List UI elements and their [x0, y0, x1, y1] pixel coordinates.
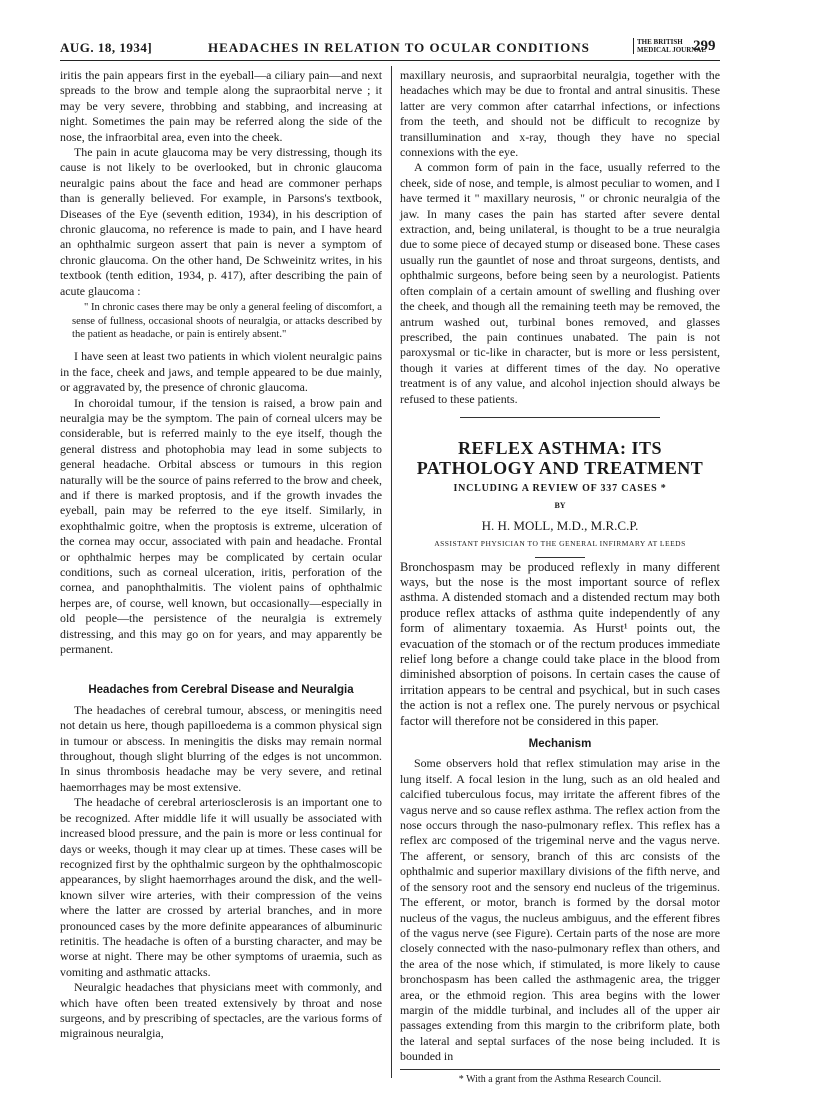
author-name: H. H. MOLL, M.D., M.R.C.P. — [481, 517, 639, 533]
section-rule — [460, 417, 660, 418]
paragraph: maxillary neurosis, and supraorbital neuralgia, together with the headaches which may be due to frontal and antral sinusitis. These latter are very common after catarrhal infections, or infections from the teeth, and should not be difficult to recognize by transillumination and x-ray, though they have no special connexions with the eye. — [400, 68, 720, 160]
section-heading: Headaches from Cerebral Disease and Neuralgia — [88, 684, 354, 697]
paragraph: The headache of cerebral arteriosclerosis is an important one to be recognized. After middle life it will usually be associated with increased blood pressure, and the pain is more or less continual for days or weeks, though it may clear up at times. These cases will be recognized first by the ophthalmic surgeon by the ophthalmoscopic appearances, by slight haemorrhages around the disk, and the well-known silver wire arteries, with their compression of the veins where the latter are crossed by arterial branches, and in more pronounced cases by the more definite appearances of albuminuric retinitis. The headache is often of a bursting character, and may be worse at night. There may be other symptoms of uraemia, such as vomiting and asthmatic attacks. — [60, 795, 382, 979]
paragraph: The pain in acute glaucoma may be very distressing, though its cause is not likely to be overlooked, but in chronic glaucoma neuralgic pains about the face and head are commoner perhaps than is generally believed. For example, in Parsons's textbook, Diseases of the Eye (seventh edition, 1934), in his description of chronic glaucoma, no reference is made to pain, and I have heard an ophthalmic surgeon assert that pain is never a symptom of chronic glaucoma. On the other hand, De Schweinitz writes, in his textbook (tenth edition, 1934, p. 417), after describing the pain of acute glaucoma : — [60, 145, 382, 298]
paragraph: iritis the pain appears first in the eyeball—a ciliary pain—and next spreads to the brow and temple along the supraorbital nerve ; it may be very severe, throbbing and stabbing, and increasing at night. Sometimes the pain may be referred along the side of the nose, the infraorbital area, even into the cheek. — [60, 68, 382, 144]
byline-rule — [535, 557, 585, 558]
running-title: HEADACHES IN RELATION TO OCULAR CONDITIONS — [208, 40, 590, 55]
block-quote: " In chronic cases there may be only a general feeling of discomfort, a sense of fullness, occasional shoots of neuralgia, or attacks described by the patient as headache, or pain is entirely absent." — [72, 302, 382, 340]
left-column — [60, 68, 382, 1042]
byline-by: BY — [554, 501, 566, 511]
paragraph: The headaches of cerebral tumour, abscess, or meningitis need not detain us here, though papilloedema is a common physical sign in tumour or abscess. In meningitis the disks may remain normal throughout, though slight blurring of the edges is not uncommon. In sinus thrombosis headache may be very severe, and retinal haemorrhages may be most extensive. — [60, 702, 382, 794]
section-heading: Mechanism — [528, 738, 592, 751]
paragraph: A common form of pain in the face, usually referred to the cheek, side of nose, and temple, is almost peculiar to women, and I have termed it " maxillary neurosis, " or chronic neuralgia of the jaw. In many cases the pain has started after severe dental extraction, and, being unilateral, is thought to be a true neuralgia due to some piece of decayed stump or diseased bone. These cases usually run the gauntlet of nose and throat surgeons, dentists, and ophthalmic surgeons, before being seen by a neurologist. Patients often complain of a certain amount of swelling and flushing over the cheek, and though all the remaining teeth may be removed, the antrum washed out, turbinal bones removed, and glasses prescribed, the pain continues unabated. The pain is not paroxysmal or tic-like in character, but is more or less persistent, though it varies at different times of the day. No operative treatment is of any value, and alcohol injection should always be refused to these patients. — [400, 160, 720, 406]
journal-name-line1: THE BRITISH — [637, 38, 683, 46]
footnote: * With a grant from the Asthma Research Council. — [400, 1069, 720, 1087]
article-subtitle: INCLUDING A REVIEW OF 337 CASES * — [453, 482, 667, 494]
journal-name-line2: MEDICAL JOURNAL — [637, 46, 707, 54]
issue-date: AUG. 18, 1934] — [60, 40, 153, 55]
paragraph: In choroidal tumour, if the tension is raised, a brow pain and neuralgia may be the symptom. The pain of corneal ulcers may be considerable, but is referred mainly to the eye itself, though the general distress and photophobia may lead in some subjects to general headache. Orbital abscess or tumours in this region naturally will be the source of pains referred to the brow and cheek, and if there is marked proptosis, and if the growth invades the eyeball, pain may be referred to the eye itself. Similarly, in exophthalmic goitre, when the proptosis is extreme, ulceration of the cornea may occur, associated with pain and headache. Frontal or ophthalmic herpes may be complicated by certain ocular conditions, such as corneal ulceration, iritis, perforation of the cornea, and panophthalmitis. The violent pains of ophthalmic herpes are, of course, well known, but occasionally—especially in old people—the persistence of the neuralgia is extremely distressing, and this may go on for years, and may apparently be permanent. — [60, 395, 382, 657]
paragraph: Bronchospasm may be produced reflexly in many different ways, but the nose is the most important source of reflex asthma. A distended stomach and a distended rectum may both produce reflex attacks of asthma quite independently of any form of alimentary toxaemia. As Hurst¹ points out, the evacuation of the stomach or of the rectum produces immediate relief long before a change could take place in the blood from diminished absorption of poisons. In certain cases the cause of irritation appears to be central and psychical, but in such cases the action is not a reflex one. The purely nervous or psychical factor will therefore not be considered in this paper. — [400, 559, 720, 728]
article-title: REFLEX ASTHMA: ITS PATHOLOGY AND TREATMENT — [416, 437, 704, 478]
page-number: 299 — [693, 38, 716, 54]
paragraph: Neuralgic headaches that physicians meet with commonly, and which have often been treated extensively by throat and nose surgeons, and by prescribing of spectacles, are the various forms of migrainous neuralgia, — [60, 980, 382, 1041]
running-header — [60, 38, 720, 61]
column-divider — [391, 66, 392, 1078]
author-affiliation: ASSISTANT PHYSICIAN TO THE GENERAL INFIRMARY AT LEEDS — [434, 539, 686, 549]
paragraph: I have seen at least two patients in which violent neuralgic pains in the face, cheek and jaws, and temple appeared to be due mainly, or aggravated by, the presence of chronic glaucoma. — [60, 349, 382, 395]
right-column — [400, 68, 720, 1087]
paragraph: Some observers hold that reflex stimulation may arise in the lung itself. A focal lesion in the lung, such as an old healed and calcified tuberculous focus, may irritate the afferent fibres of the vagus nerve and so cause reflex asthma. The reflex action from the nose occurs through the naso-pulmonary reflex. This reflex has a reflex arc composed of the trigeminal nerve and the vagus nerve. The afferent, or sensory, branch of this arc consists of the ophthalmic and superior maxillary divisions of the fifth nerve, and of the sensory root and the sensory end nucleus of the trigeminus. The efferent, or motor, branch is formed by the dorsal motor nucleus of the vagus, the nucleus ambiguus, and the efferent fibres of the vagus nerve (see Figure). Certain parts of the nose are more closely connected with the naso-pulmonary reflex than others, and the area of the nose which, if stimulated, is more likely to cause bronchospasm has been called the asthmagenic area, the trigger area, or the ethmoid region. This area begins with the lower margin of the middle turbinal, and includes all of the upper air passages extending from this margin to the cribriform plate, both the lateral and septal surfaces of the nose being included. It is bounded in — [400, 756, 720, 1064]
